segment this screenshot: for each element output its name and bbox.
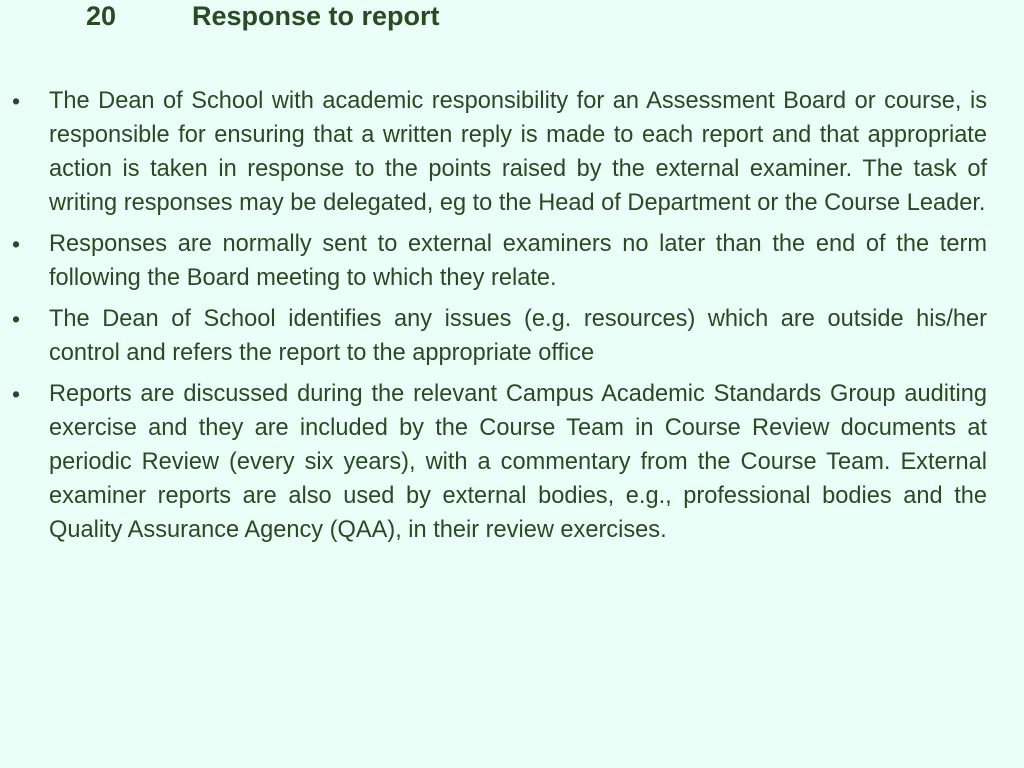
list-item xyxy=(0,84,1024,220)
bullet-marker: • xyxy=(12,306,21,332)
bullet-text: Responses are normally sent to external examiners no later than the end of the term following the Board meeting to which they relate. xyxy=(49,231,987,291)
list-item xyxy=(0,302,1024,370)
bullet-marker: • xyxy=(12,88,21,114)
section-title: Response to report xyxy=(192,1,440,31)
bullet-marker: • xyxy=(12,381,21,407)
bullet-list xyxy=(0,84,1024,554)
section-number: 20 xyxy=(86,1,117,31)
bullet-text: The Dean of School with academic responsibility for an Assessment Board or course, is responsible for ensuring that a written reply is made to each report and that appropriate action is taken in response to the points raised by the external examiner. The task of writing responses may be delegated, eg to the Head of Department or the Course Leader. xyxy=(49,88,987,216)
section-heading xyxy=(0,0,1024,34)
bullet-text: Reports are discussed during the relevant Campus Academic Standards Group auditing exercise and they are included by the Course Team in Course Review documents at periodic Review (every six years), with a commentary from the Course Team. External examiner reports are also used by external bodies, e.g., professional bodies and the Quality Assurance Agency (QAA), in their review exercises. xyxy=(49,381,987,543)
bullet-marker: • xyxy=(12,231,21,257)
bullet-text: The Dean of School identifies any issues (e.g. resources) which are outside his/her control and refers the report to the appropriate office xyxy=(49,306,987,366)
list-item xyxy=(0,227,1024,295)
list-item xyxy=(0,377,1024,547)
